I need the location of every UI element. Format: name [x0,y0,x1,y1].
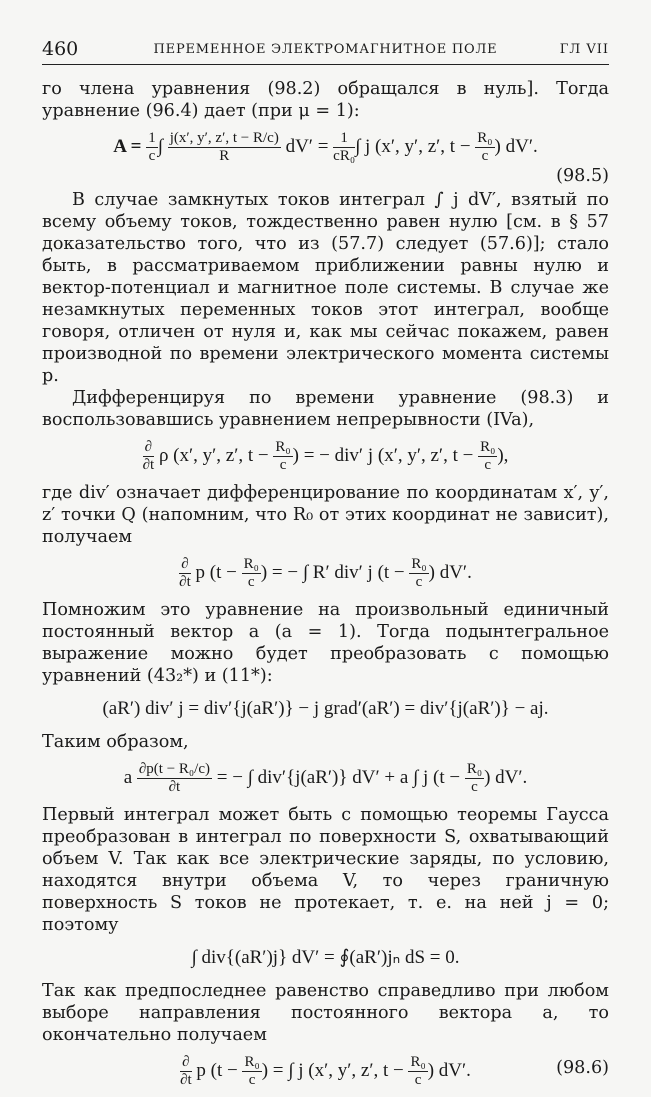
page-header [42,38,609,65]
paragraph-6: Таким образом, [42,732,189,752]
paragraph-4: где div′ означает дифференцирование по координатам x′, y′, z′ точки Q (напомним, что R₀ от этих координат не зависит), получаем [42,483,609,547]
paragraph-2: В случае замкнутых токов интеграл ∫ j dV′, взятый по всему объему токов, тождественно равен нулю [см. в § 57 доказательство того, что из (57.7) следует (57.6)]; стало быть, в рассматриваемом приближении равны нулю и вектор-потенциал и магнитное поле системы. В случае же незамкнутых переменных токов этот интеграл, вообще говоря, отличен от нуля и, как мы сейчас покажем, равен производной по времени электрического момента системы p. [42,190,609,386]
equation-vector-identity: (aR′) div′ j = div′{j(aR′)} − j grad′(aR′) = div′{j(aR′)} − aj. [102,698,549,719]
paragraph-5: Помножим это уравнение на произвольный единичный постоянный вектор a (a = 1). Тогда подынтегральное выражение можно будет преобразовать с помощью уравнений (43₂*) и (11*): [42,600,609,686]
equation-gauss: ∫ div{(aR′)j} dV′ = ∮(aR′)jₙ dS = 0. [191,947,460,968]
equation-number-98-6: (98.6) [556,1058,609,1078]
equation-98-5: A = $\frac{1}{c}$ ∫ $\frac{j(x', y', z', t - R/c)}{R}$ dV′ = $\frac{1}{\text{cR₀}}$ ∫ j (x′, y′, z′, t − $\frac{\text{R₀}}{c}$ ) dV′. [113,130,538,164]
equation-98-6: $\frac{\partial}{\partial t}$ p (t − $\frac{\text{R₀}}{c}$ ) = ∫ j (x′, y′, z′, t − $\frac{\text{R₀}}{c}$ ) dV′. (98.6) [180,1054,609,1088]
paragraph-8: Так как предпоследнее равенство справедливо при любом выборе направления постоянного вектора a, то окончательно получаем [42,981,609,1045]
equation-projected: a $\frac{\text{∂p(t − R₀/c)}}{\partial t}$ = − ∫ div′{j(aR′)} dV′ + a ∫ j (t − $\frac{\text{R₀}}{c}$ ) dV′. [123,761,528,795]
chapter-label: ГЛ VII [559,42,609,57]
equation-number-98-5: (98.5) [556,166,609,186]
paragraph-3: Дифференцируя по времени уравнение (98.3) и воспользовавшись уравнением непрерывности (IVa), [42,388,609,430]
paragraph-7: Первый интеграл может быть с помощью теоремы Гаусса преобразован в интеграл по поверхности S, охватывающий объем V. Так как все электрические заряды, по условию, находятся внутри объема V, то через граничную поверхность S токов не протекает, т. е. на ней j = 0; поэтому [42,805,609,935]
page-body [42,78,609,1097]
equation-continuity: $\frac{\partial}{\partial t}$ ρ (x′, y′, z′, t − $\frac{\text{R₀}}{c}$ ) = − div′ j (x′, y′, z′, t − $\frac{\text{R₀}}{c}$ ), [142,439,509,473]
paragraph-1: го члена уравнения (98.2) обращался в нуль]. Тогда уравнение (96.4) дает (при μ = 1): [42,79,609,121]
page-number: 460 [42,38,79,60]
equation-dipole-derivative: $\frac{\partial}{\partial t}$ p (t − $\frac{\text{R₀}}{c}$ ) = − ∫ R′ div′ j (t − $\frac{\text{R₀}}{c}$ ) dV′. [179,556,472,590]
running-title: ПЕРЕМЕННОЕ ЭЛЕКТРОМАГНИТНОЕ ПОЛЕ [153,42,498,57]
